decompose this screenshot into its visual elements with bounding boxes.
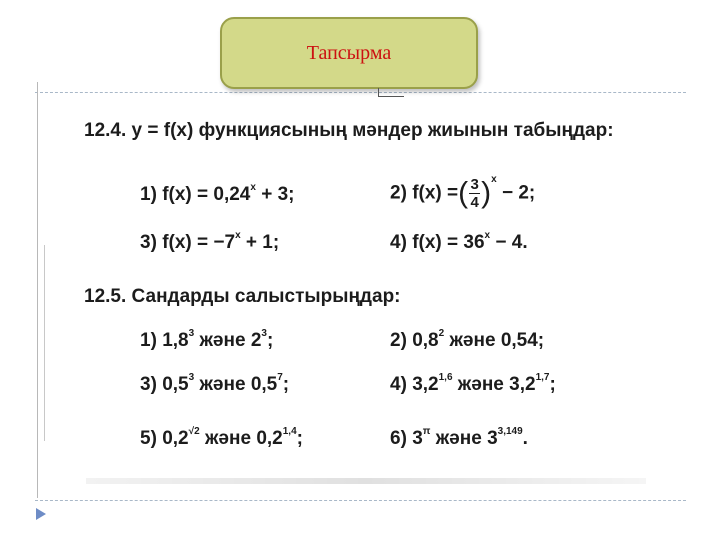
- item-a-exponent: 3: [188, 328, 195, 339]
- item-label: 2): [390, 182, 407, 204]
- item-word: және: [194, 374, 251, 395]
- item-a: 1,8: [162, 330, 189, 351]
- guide-line-left-inner: [44, 245, 45, 441]
- paren-open: (: [458, 176, 469, 210]
- item-label: 4): [390, 232, 407, 253]
- fraction: [469, 176, 480, 211]
- item-a: 3,2: [412, 374, 439, 395]
- bullet-arrow-icon: [36, 508, 46, 520]
- item-a: 0,8: [412, 330, 439, 351]
- item-label: 5): [140, 428, 157, 449]
- item-end: ;: [296, 428, 303, 449]
- item-b: 3: [487, 428, 498, 449]
- slide-title: Тапсырма: [306, 41, 392, 64]
- item-end: ;: [266, 330, 274, 351]
- paren-close: ): [481, 176, 492, 210]
- item-end: ;: [282, 374, 290, 395]
- item-rhs: − 4.: [490, 232, 528, 253]
- task-12-4-heading: [84, 120, 614, 142]
- item-b: 0,5: [250, 374, 278, 395]
- item-b: 2: [250, 330, 262, 351]
- task-12-5-item-3: [140, 374, 289, 396]
- task-12-4-item-1: [140, 184, 295, 206]
- item-word: және: [199, 428, 257, 449]
- item-b: 0,2: [256, 428, 283, 449]
- guide-line-bottom: [35, 500, 686, 501]
- item-label: 2): [390, 330, 407, 351]
- task-12-4-item-2: [390, 176, 535, 211]
- item-rhs: − 2;: [496, 182, 536, 204]
- item-b-exponent: 1,4: [282, 426, 297, 437]
- task-12-4-item-4: [390, 232, 528, 254]
- item-word: және: [444, 330, 501, 351]
- item-lhs: f(x) = −7: [162, 232, 236, 253]
- item-b: 0,54: [500, 330, 538, 351]
- faded-text-line: [86, 478, 646, 484]
- item-label: 6): [390, 428, 407, 449]
- item-label: 1): [140, 330, 157, 351]
- item-a-exponent: π: [422, 426, 431, 437]
- item-a-exponent: √2: [188, 426, 200, 437]
- item-a: 0,2: [162, 428, 189, 449]
- item-a-exponent: 1,6: [438, 372, 453, 383]
- item-word: және: [194, 330, 251, 351]
- item-lhs: f(x) =: [412, 182, 459, 204]
- task-12-5-heading: [84, 286, 401, 308]
- item-a-exponent: 3: [188, 372, 195, 383]
- task-12-5-item-6: [390, 428, 528, 450]
- item-end: ;: [549, 374, 556, 395]
- title-box: [220, 17, 478, 89]
- item-b-exponent: 3: [261, 328, 267, 339]
- task-statement: Сандарды салыстырыңдар:: [131, 286, 401, 307]
- item-end: .: [522, 428, 528, 449]
- item-label: 3): [140, 232, 157, 253]
- connector-line-horizontal: [378, 96, 404, 97]
- task-number: 12.5.: [84, 286, 127, 307]
- item-word: және: [430, 428, 488, 449]
- item-end: ;: [537, 330, 545, 351]
- task-number: 12.4.: [84, 120, 127, 141]
- item-rhs: + 3;: [255, 184, 295, 205]
- item-exponent: x: [484, 230, 491, 241]
- item-lhs: f(x) = 0,24: [162, 184, 251, 205]
- item-rhs: + 1;: [240, 232, 280, 253]
- item-a-exponent: 2: [438, 328, 445, 339]
- fraction-numerator: 3: [470, 176, 479, 193]
- task-12-5-item-2: [390, 330, 544, 352]
- item-label: 1): [140, 184, 157, 205]
- item-b: 3,2: [509, 374, 536, 395]
- guide-line-left: [37, 82, 38, 498]
- item-exponent: x: [250, 182, 256, 193]
- guide-line-top: [35, 92, 686, 93]
- item-a: 0,5: [162, 374, 189, 395]
- task-12-5-item-4: [390, 374, 556, 396]
- fraction-denominator: 4: [470, 194, 479, 211]
- item-exponent: x: [235, 230, 241, 241]
- item-exponent: x: [491, 174, 497, 185]
- task-statement: y = f(x) функциясының мәндер жиынын табыңдар:: [131, 120, 614, 141]
- task-12-5-item-1: [140, 330, 273, 352]
- item-b-exponent: 3,149: [497, 426, 523, 437]
- item-a: 3: [412, 428, 423, 449]
- task-12-4-item-3: [140, 232, 279, 254]
- item-lhs: f(x) = 36: [412, 232, 485, 253]
- item-label: 3): [140, 374, 157, 395]
- item-b-exponent: 7: [277, 372, 283, 383]
- item-label: 4): [390, 374, 407, 395]
- item-word: және: [452, 374, 510, 395]
- item-b-exponent: 1,7: [535, 372, 550, 383]
- task-12-5-item-5: [140, 428, 303, 450]
